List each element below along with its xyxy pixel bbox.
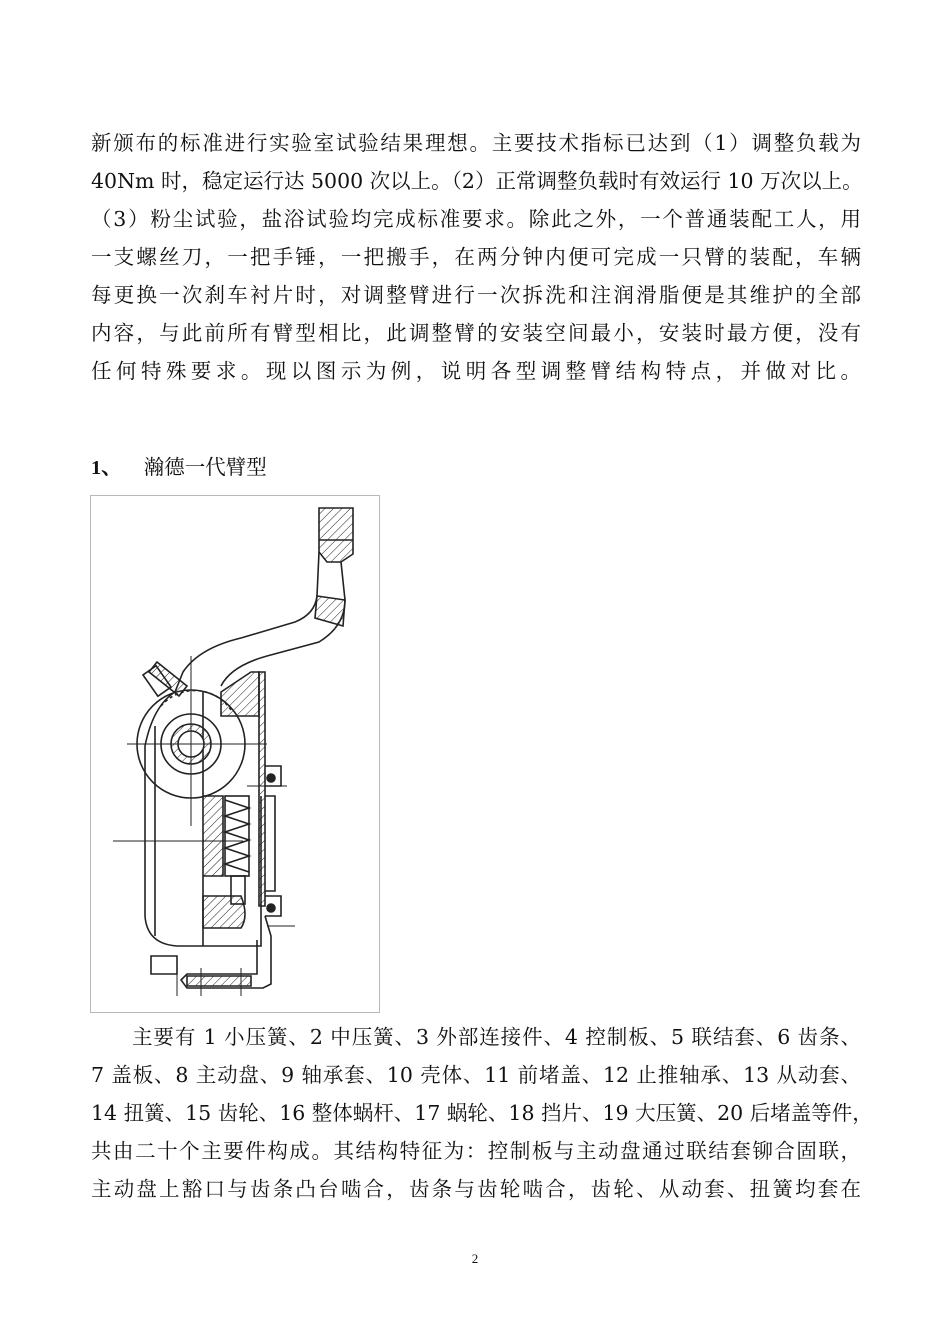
paragraph-line: 14 扭簧、15 齿轮、16 整体蜗杆、17 蜗轮、18 挡片、19 大压簧、20 后堵盖等件， bbox=[91, 1101, 873, 1125]
page-number: 2 bbox=[471, 1251, 479, 1266]
paragraph-line: 一支螺丝刀，一把手锤，一把搬手，在两分钟内便可完成一只臂的装配，车辆 bbox=[91, 245, 861, 269]
paragraph-line: （3）粉尘试验，盐浴试验均完成标准要求。除此之外，一个普通装配工人，用 bbox=[91, 207, 861, 231]
paragraph-line: 每更换一次刹车衬片时，对调整臂进行一次拆洗和注润滑脂便是其维护的全部 bbox=[91, 283, 861, 307]
paragraph-line: 7 盖板、8 主动盘、9 轴承套、10 壳体、11 前堵盖、12 止推轴承、13 从动套、 bbox=[91, 1063, 861, 1087]
bottom-paragraph bbox=[91, 1018, 873, 1208]
paragraph-line: 主动盘上豁口与齿条凸台啮合，齿条与齿轮啮合，齿轮、从动套、扭簧均套在 bbox=[91, 1177, 861, 1201]
paragraph-line: 40Nm 时，稳定运行达 5000 次以上。（2）正常调整负载时有效运行 10 万次以上。 bbox=[91, 169, 863, 193]
paragraph-line: 共由二十个主要件构成。其结构特征为：控制板与主动盘通过联结套铆合固联， bbox=[91, 1139, 861, 1163]
section-number: 1、 bbox=[91, 457, 122, 479]
section-title: 瀚德一代臂型 bbox=[143, 455, 267, 479]
paragraph-line: 任何特殊要求。现以图示为例，说明各型调整臂结构特点，并做对比。 bbox=[91, 359, 861, 383]
paragraph-line: 内容，与此前所有臂型相比，此调整臂的安装空间最小，安装时最方便，没有 bbox=[91, 321, 861, 345]
top-paragraph bbox=[91, 124, 861, 390]
paragraph-line: 新颁布的标准进行实验室试验结果理想。主要技术指标已达到（1）调整负载为 bbox=[91, 131, 861, 155]
slack-adjuster-drawing bbox=[90, 495, 380, 1013]
paragraph-line: 主要有 1 小压簧、2 中压簧、3 外部连接件、4 控制板、5 联结套、6 齿条、 bbox=[132, 1025, 861, 1049]
section-heading bbox=[91, 448, 267, 487]
